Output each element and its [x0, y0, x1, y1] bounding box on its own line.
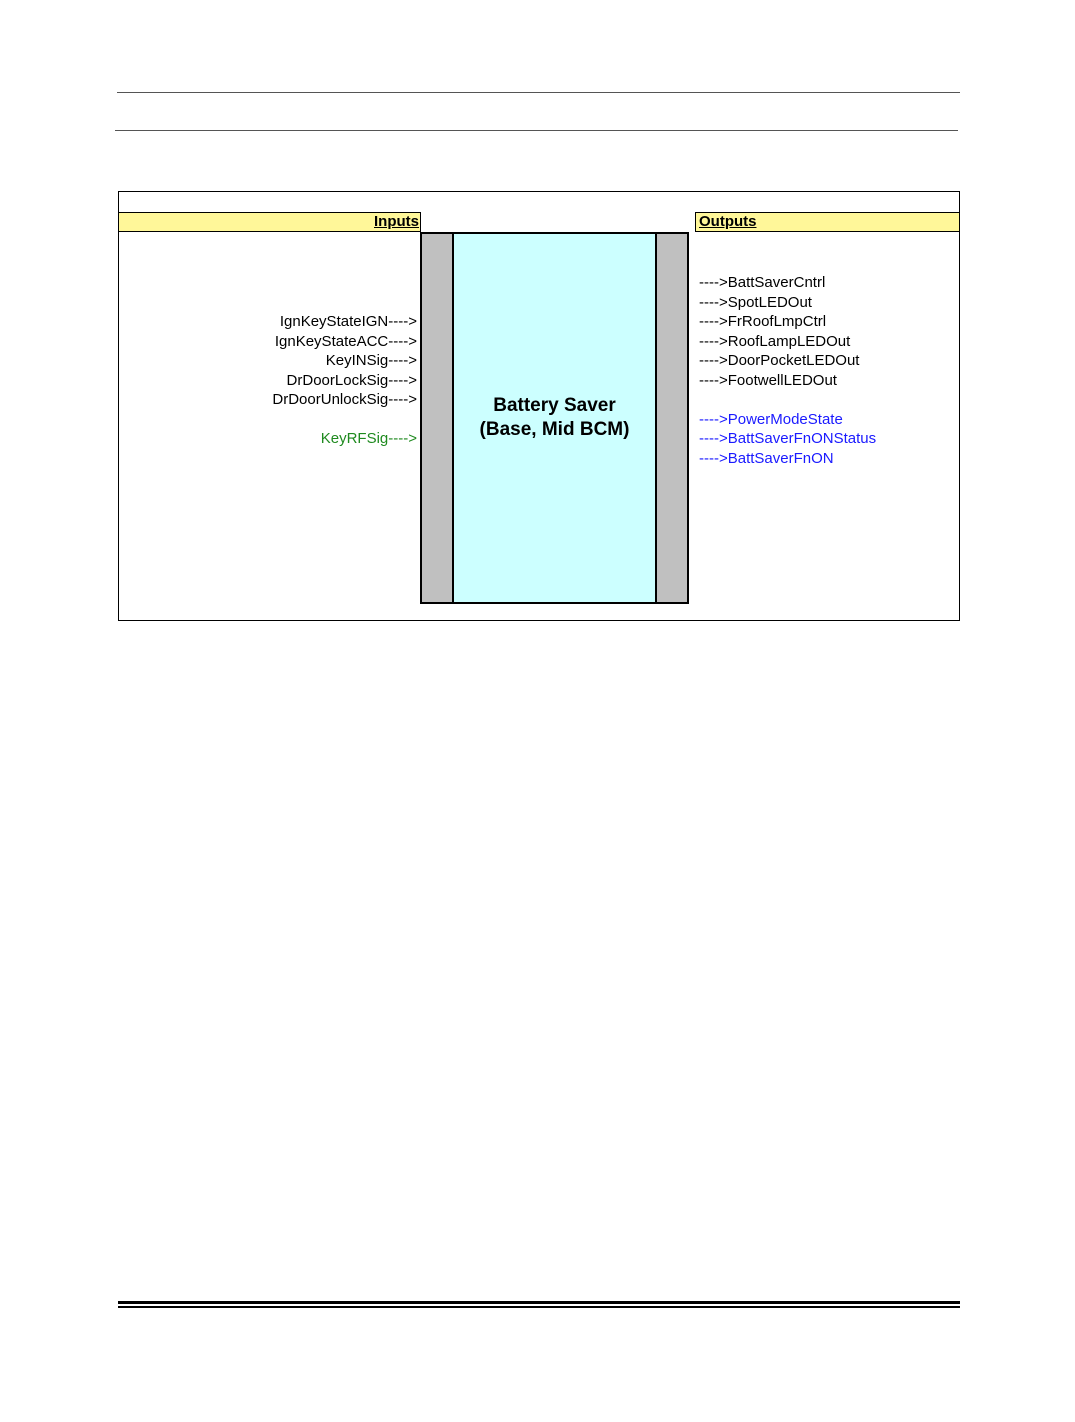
inputs-header [118, 212, 421, 232]
output-signal-network: ---->PowerModeState [699, 410, 843, 428]
outputs-header [695, 212, 960, 232]
output-signal-network: ---->BattSaverFnON [699, 449, 834, 467]
output-signal: ---->BattSaverCntrl [699, 274, 826, 291]
input-signal-rf: KeyRFSig----> [320, 430, 417, 447]
output-signal: ---->SpotLEDOut [699, 293, 812, 311]
input-signal-list [272, 312, 417, 449]
header-rule-top [117, 92, 960, 93]
function-block-subtitle: (Base, Mid BCM) [479, 419, 630, 440]
output-signal: ---->FrRoofLmpCtrl [699, 313, 827, 330]
function-block-title: Battery Saver [493, 395, 616, 416]
footer-rule-thick [118, 1301, 960, 1304]
output-signal-network: ---->BattSaverFnONStatus [699, 430, 877, 447]
output-signal: ---->FootwellLEDOut [699, 371, 837, 389]
outputs-label: Outputs [699, 213, 757, 230]
inputs-label: Inputs [374, 213, 419, 230]
input-port-column [420, 232, 454, 604]
input-signal: IgnKeyStateACC----> [274, 332, 417, 350]
input-signal: KeyINSig----> [325, 352, 417, 369]
input-signal: IgnKeyStateIGN----> [279, 313, 417, 330]
function-block [454, 232, 655, 604]
input-signal: DrDoorLockSig----> [286, 371, 417, 389]
battery-saver-block-diagram [118, 191, 960, 621]
output-signal: ---->DoorPocketLEDOut [699, 352, 860, 369]
input-signal: DrDoorUnlockSig----> [272, 391, 417, 408]
header-rule-bottom [115, 130, 958, 131]
footer-rule-thin [118, 1306, 960, 1308]
output-port-column [655, 232, 689, 604]
output-signal-list [699, 273, 876, 468]
output-signal: ---->RoofLampLEDOut [699, 332, 851, 350]
